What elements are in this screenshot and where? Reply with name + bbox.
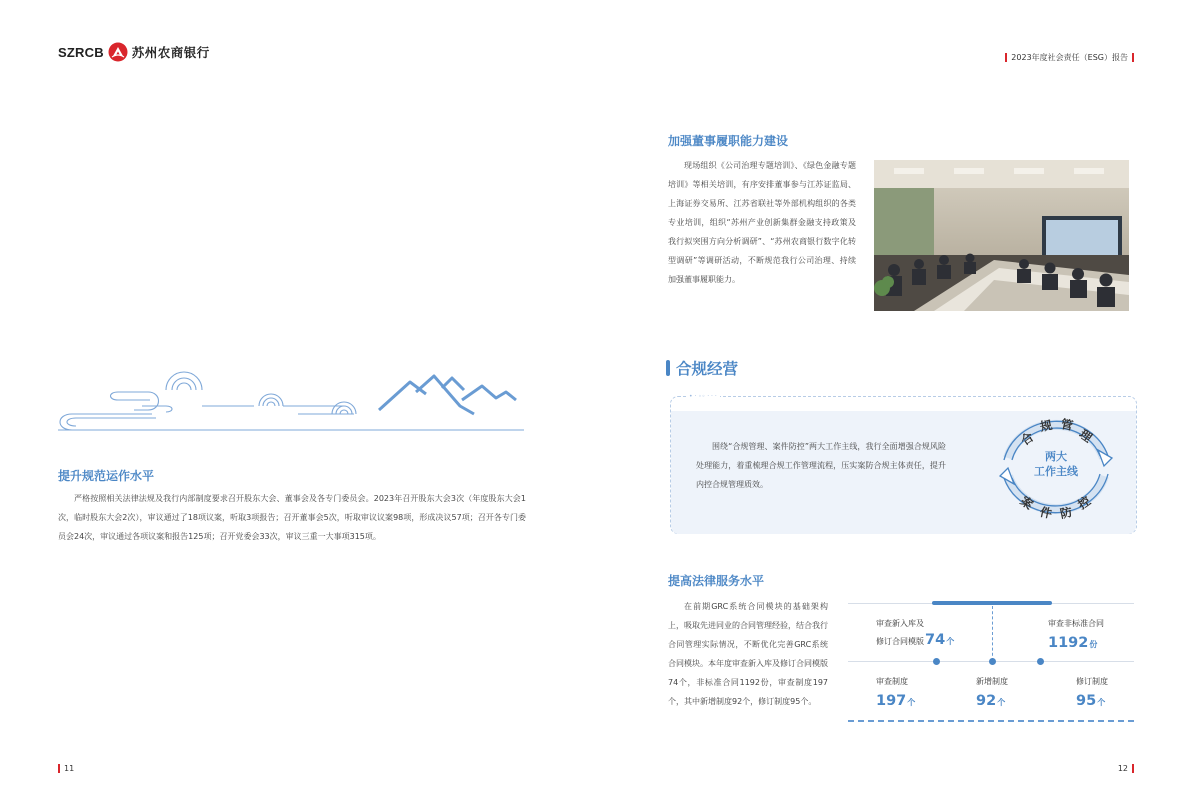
stat-unit: 份 <box>1089 640 1098 649</box>
stat-value: 92 <box>976 693 997 709</box>
stats-top-accent <box>932 601 1052 605</box>
compliance-heading-text: 合规经营 <box>676 360 739 378</box>
stats-dot <box>1037 658 1044 665</box>
section-title-governance: 提升规范运作水平 <box>58 469 155 483</box>
cycle-top-char: 管 <box>1059 416 1075 434</box>
stat-label: 审查新入库及 <box>876 619 924 628</box>
report-title-text: 2023年度社会责任（ESG）报告 <box>1011 53 1128 62</box>
stat-unit: 个 <box>997 698 1006 707</box>
legal-paragraph: 在前期GRC系统合同模块的基础架构上，吸取先进同业的合同管理经验，结合我行合同管理实际情况，不断优化完善GRC系统合同模块。本年度审查新入库及修订合同模版74个，非标准合同1192份，审查制度197个，其中新增制度92个，修订制度95个。 <box>668 602 828 706</box>
stat-label: 修订制度 <box>1076 677 1108 686</box>
stat-unit: 个 <box>1097 698 1106 707</box>
cycle-top-char: 规 <box>1038 417 1054 435</box>
stat-label-line2 <box>876 632 954 650</box>
stat-label: 审查非标准合同 <box>1048 619 1104 628</box>
section-title-board-capability: 加强董事履职能力建设 <box>668 134 789 148</box>
stat-reviewed-rules <box>876 674 915 709</box>
page-number-left <box>58 764 74 773</box>
heading-accent-bar <box>666 360 670 376</box>
cycle-bottom-char: 防 <box>1058 504 1074 522</box>
cycle-bottom-char: 件 <box>1038 504 1054 522</box>
stat-label: 修订合同模版 <box>876 637 924 646</box>
stat-value: 197 <box>876 693 907 709</box>
cycle-top-char: 合 <box>1018 429 1037 449</box>
cycle-center-line1: 两大 <box>1045 450 1067 463</box>
stat-label: 新增制度 <box>976 677 1008 686</box>
logo-latin-text: SZRCB <box>58 44 104 60</box>
stat-value: 95 <box>1076 693 1097 709</box>
stat-nonstandard-contracts <box>1048 616 1104 651</box>
stat-new-rules <box>976 674 1008 709</box>
stat-label: 审查制度 <box>876 677 908 686</box>
cycle-center-label <box>1020 449 1092 479</box>
stats-bottom-rule <box>848 720 1134 722</box>
bank-logo <box>58 42 210 62</box>
decorative-dots: • · ◦◦ · · · <box>686 393 720 400</box>
red-marker <box>1132 53 1134 62</box>
stat-contract-templates <box>876 616 954 650</box>
cycle-bottom-char: 案 <box>1017 493 1036 513</box>
stats-dot <box>989 658 996 665</box>
red-marker <box>1005 53 1007 62</box>
legal-stats-panel <box>848 598 1134 724</box>
two-mainlines-cycle-diagram <box>994 408 1118 526</box>
page-number-right <box>1118 764 1134 773</box>
cloud-mountain-illustration <box>54 370 528 442</box>
red-marker <box>58 764 60 773</box>
stat-value: 1192 <box>1048 635 1089 651</box>
section-title-legal: 提高法律服务水平 <box>668 574 765 588</box>
page-number-text: 12 <box>1117 764 1128 773</box>
page-number-text: 11 <box>64 764 75 773</box>
cycle-top-char: 理 <box>1076 426 1095 446</box>
stat-unit: 个 <box>907 698 916 707</box>
board-capability-paragraph: 现场组织《公司治理专题培训》、《绿色金融专题培训》等相关培训，有序安排董事参与江苏证监局、上海证券交易所、江苏省联社等外部机构组织的各类专业培训，组织“苏州产业创新集群金融支持政策及我行拟突围方向分析调研”、“苏州农商银行数字化转型调研”等调研活动，不断规范我行公司治理、持续加强董事履职能力。 <box>668 161 856 284</box>
red-marker <box>1132 764 1134 773</box>
stats-dot <box>933 658 940 665</box>
bank-logo-icon <box>108 42 128 62</box>
meeting-room-photo <box>874 160 1129 311</box>
stat-unit: 个 <box>946 637 955 646</box>
governance-paragraph: 严格按照相关法律法规及我行内部制度要求召开股东大会、董事会及各专门委员会。2023年召开股东大会3次（年度股东大会1次，临时股东大会2次），审议通过了18项议案，听取3项报告；召开董事会5次，听取审议议案98项，形成决议57项；召开各专门委员会24次，审议通过各项议案和报告125项；召开党委会33次，审议三重一大事项315项。 <box>58 494 526 541</box>
cycle-bottom-char: 控 <box>1075 493 1094 513</box>
stats-divider <box>992 606 993 661</box>
stat-revised-rules <box>1076 674 1108 709</box>
cycle-center-line2: 工作主线 <box>1034 465 1078 478</box>
stat-value: 74 <box>925 632 946 648</box>
compliance-heading <box>666 357 738 379</box>
logo-chinese-text: 苏州农商银行 <box>131 45 210 60</box>
report-title <box>1005 52 1134 63</box>
compliance-paragraph: 围绕“合规管理、案件防控”两大工作主线，我行全面增强合规风险处理能力，着重梳理合规工作管理流程，压实案防合规主体责任，提升内控合规管理质效。 <box>696 442 946 489</box>
